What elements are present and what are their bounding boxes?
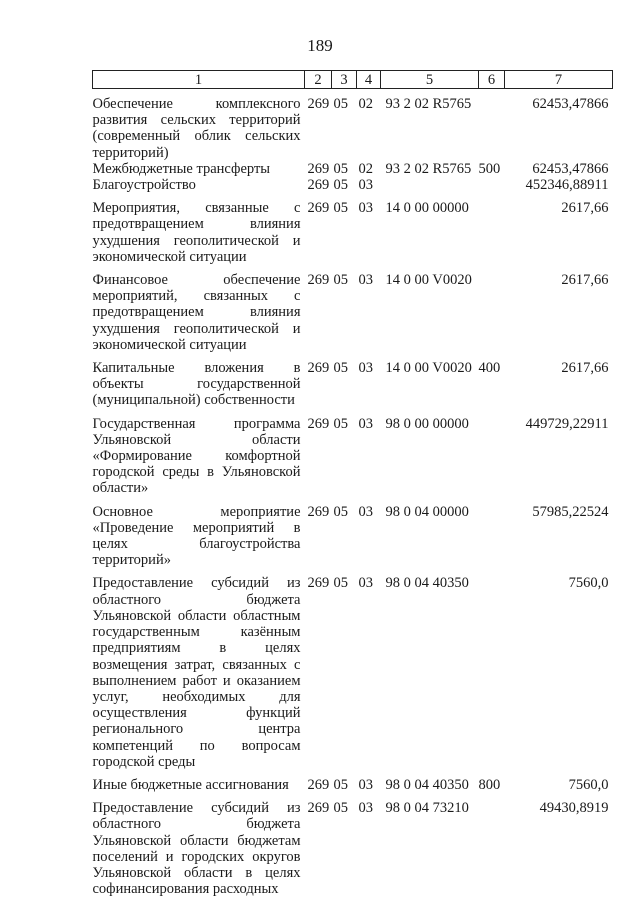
table-row <box>93 568 613 769</box>
row-ved-code: 269 <box>307 160 330 177</box>
row-expense-type <box>479 265 505 353</box>
table-row <box>93 793 613 897</box>
row-section-code: 05 <box>333 272 348 289</box>
row-target-article: 93 2 02 R5765 <box>385 160 472 177</box>
row-expense-type <box>479 177 505 193</box>
row-subsection-code: 03 <box>358 200 373 217</box>
row-expense-type: 500 <box>478 160 501 177</box>
row-expense-type <box>479 568 505 769</box>
row-subsection-code: 03 <box>358 503 373 520</box>
row-amount: 2617,66 <box>561 200 609 217</box>
row-section-code: 05 <box>333 776 348 793</box>
header-col-2: 2 <box>305 71 332 89</box>
header-col-7: 7 <box>505 71 613 89</box>
row-name: Государственная программа Ульяновской области «Формирование комфортной городской среды в Ульяновской области» <box>92 415 301 497</box>
page-number: 189 <box>307 36 333 55</box>
row-ved-code: 269 <box>307 272 330 289</box>
row-name: Благоустройство <box>92 177 196 194</box>
row-target-article: 14 0 00 00000 <box>385 200 469 217</box>
row-amount: 2617,66 <box>561 360 609 377</box>
row-section-code: 05 <box>333 96 348 112</box>
row-amount: 452346,88911 <box>525 177 609 194</box>
row-target-article: 98 0 04 40350 <box>385 575 469 592</box>
row-amount: 449729,22911 <box>525 415 609 432</box>
row-amount: 49430,8919 <box>539 800 609 817</box>
row-name: Иные бюджетные ассигнования <box>92 776 289 793</box>
row-target-article <box>381 177 479 193</box>
row-ved-code: 269 <box>307 360 330 377</box>
row-subsection-code: 03 <box>358 415 373 432</box>
row-expense-type <box>479 193 505 265</box>
row-amount: 7560,0 <box>568 776 609 793</box>
row-expense-type <box>479 409 505 497</box>
row-target-article: 98 0 04 40350 <box>385 776 469 793</box>
row-section-code: 05 <box>333 415 348 432</box>
table-row <box>93 161 613 177</box>
row-target-article: 98 0 00 00000 <box>385 415 469 432</box>
row-name: Межбюджетные трансферты <box>92 160 271 177</box>
row-subsection-code: 03 <box>358 776 373 793</box>
row-expense-type <box>479 793 505 897</box>
row-section-code: 05 <box>333 160 348 177</box>
row-amount: 7560,0 <box>568 575 609 592</box>
row-section-code: 05 <box>333 360 348 377</box>
row-ved-code: 269 <box>307 96 330 112</box>
table-row <box>93 177 613 193</box>
row-ved-code: 269 <box>307 503 330 520</box>
table-row <box>93 353 613 409</box>
header-col-6: 6 <box>479 71 505 89</box>
row-expense-type <box>479 89 505 161</box>
table-body <box>93 89 613 898</box>
row-name: Основное мероприятие «Проведение мероприятий в целях благоустройства территорий» <box>92 503 301 569</box>
budget-table <box>92 70 613 897</box>
row-amount: 2617,66 <box>561 272 609 289</box>
row-amount: 57985,22524 <box>532 503 609 520</box>
table-row <box>93 193 613 265</box>
row-subsection-code: 03 <box>358 575 373 592</box>
row-section-code: 05 <box>333 800 348 817</box>
table-row <box>93 265 613 353</box>
row-amount: 62453,47866 <box>532 160 609 177</box>
row-section-code: 05 <box>333 177 348 194</box>
row-subsection-code: 03 <box>358 800 373 817</box>
row-expense-type: 800 <box>478 776 501 793</box>
row-name: Предоставление субсидий из областного бюджета Ульяновской области областным государственным казённым предприятиям в целях возмещения затрат, связанных с выполнением работ и оказанием услуг, необходимых для осуществления функций регионального центра компетенций по вопросам городской среды <box>92 575 301 770</box>
header-col-3: 3 <box>332 71 357 89</box>
table-row <box>93 409 613 497</box>
row-name: Обеспечение комплексного развития сельских территорий (современный облик сельских территорий) <box>92 96 301 161</box>
row-target-article: 14 0 00 V0020 <box>385 272 472 289</box>
row-subsection-code: 03 <box>358 272 373 289</box>
row-amount: 62453,47866 <box>532 96 609 112</box>
row-target-article: 98 0 04 00000 <box>385 503 469 520</box>
row-expense-type <box>479 497 505 569</box>
row-name: Предоставление субсидий из областного бюджета Ульяновской области бюджетам поселений и городских округов Ульяновской области в целях софинансирования расходных <box>92 800 301 898</box>
row-target-article: 93 2 02 R5765 <box>385 96 472 112</box>
table-row <box>93 89 613 161</box>
row-section-code: 05 <box>333 200 348 217</box>
row-ved-code: 269 <box>307 800 330 817</box>
row-ved-code: 269 <box>307 177 330 194</box>
row-name: Финансовое обеспечение мероприятий, связанных с предотвращением влияния ухудшения геополитической и экономической ситуации <box>92 272 301 353</box>
row-ved-code: 269 <box>307 415 330 432</box>
header-col-4: 4 <box>357 71 381 89</box>
header-col-1: 1 <box>93 71 305 89</box>
row-subsection-code: 02 <box>358 96 373 112</box>
table-row <box>93 770 613 793</box>
row-ved-code: 269 <box>307 575 330 592</box>
table-row <box>93 497 613 569</box>
row-ved-code: 269 <box>307 776 330 793</box>
row-name: Мероприятия, связанные с предотвращением влияния ухудшения геополитической и экономической ситуации <box>92 200 301 265</box>
row-subsection-code: 02 <box>358 160 373 177</box>
row-section-code: 05 <box>333 575 348 592</box>
row-target-article: 98 0 04 73210 <box>385 800 469 817</box>
row-target-article: 14 0 00 V0020 <box>385 360 472 377</box>
row-ved-code: 269 <box>307 200 330 217</box>
row-expense-type: 400 <box>478 360 501 377</box>
header-col-5: 5 <box>381 71 479 89</box>
row-subsection-code: 03 <box>358 360 373 377</box>
table-header-row <box>93 71 613 89</box>
row-subsection-code: 03 <box>358 177 373 194</box>
row-section-code: 05 <box>333 503 348 520</box>
row-name: Капитальные вложения в объекты государственной (муниципальной) собственности <box>92 360 301 409</box>
